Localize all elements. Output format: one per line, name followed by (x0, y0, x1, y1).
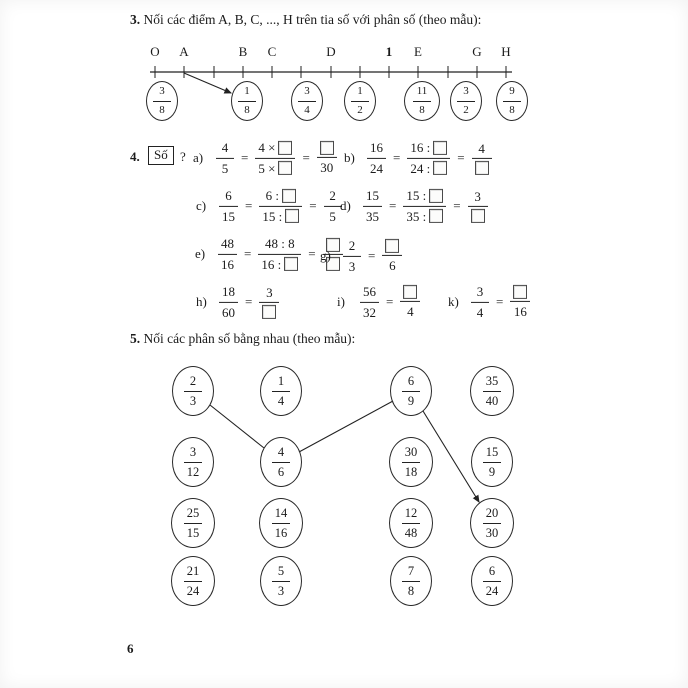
numberline-label-G: G (472, 44, 482, 59)
fraction-result: 30 (317, 141, 337, 176)
fraction-oval-11-8: $\frac{11}{8}$ (404, 81, 440, 121)
answer-box (278, 141, 292, 155)
problem4-so-box: Số (148, 146, 174, 165)
answer-box (429, 189, 443, 203)
equals-sign: = (308, 246, 316, 261)
numberline-label-E: E (414, 44, 422, 59)
fraction-oval-3-12: $\frac{3}{12}$ (172, 437, 214, 487)
fraction-result: 16 (510, 285, 530, 320)
problem3-title: Nối các điểm A, B, C, ..., H trên tia số với phân số (theo mẫu): (140, 12, 482, 27)
answer-box (284, 257, 298, 271)
numberline-label-C: C (267, 44, 277, 59)
fraction-expanded: $\frac{16 :}{24 :}$ (407, 140, 450, 176)
answer-box (262, 305, 276, 319)
fraction-expanded: $\frac{15 :}{35 :}$ (403, 188, 446, 224)
fraction-result: $\frac{2}{5}$ (324, 188, 342, 224)
numberline-label-O: O (150, 44, 160, 59)
connection-4-6-to-6-9 (299, 401, 393, 452)
equation-label: d) (340, 198, 351, 213)
fraction: $\frac{4}{5}$ (216, 140, 234, 176)
problem4-number: 4. (130, 149, 140, 164)
equation-label: h) (196, 294, 207, 309)
equation-label: k) (448, 294, 459, 309)
equation-4g (320, 238, 402, 274)
problem3-number: 3. (130, 12, 141, 27)
fraction-oval-20-30: $\frac{20}{30}$ (470, 498, 514, 548)
answer-box (282, 189, 296, 203)
equation-4d (340, 188, 488, 224)
problem4-question-mark: ? (180, 149, 186, 164)
equals-sign: = (309, 198, 317, 213)
fraction-result: 6 (382, 239, 402, 274)
answer-box (433, 161, 447, 175)
fraction-oval-4-6: $\frac{4}{6}$ (260, 437, 302, 487)
equation-label: c) (196, 198, 207, 213)
fraction-result: 4 (400, 285, 420, 320)
equation-4b (344, 140, 492, 176)
fraction: $\frac{18}{60}$ (219, 284, 238, 320)
fraction-oval-12-48: $\frac{12}{48}$ (389, 498, 433, 548)
numberline-label-A: A (179, 44, 189, 59)
numberline-label-B: B (238, 44, 248, 59)
fraction: $\frac{15}{35}$ (363, 188, 382, 224)
equals-sign: = (241, 150, 249, 165)
numberline-label-D: D (326, 44, 336, 59)
equals-sign: = (386, 294, 394, 309)
fraction-oval-21-24: $\frac{21}{24}$ (171, 556, 215, 606)
equals-sign: = (457, 150, 465, 165)
answer-box (403, 285, 417, 299)
problem5-heading (130, 331, 355, 347)
fraction-oval-25-15: $\frac{25}{15}$ (171, 498, 215, 548)
fraction-oval-9-8: $\frac{9}{8}$ (496, 81, 528, 121)
fraction-result: 3 (259, 285, 279, 320)
answer-box (471, 209, 485, 223)
equation-4c (196, 188, 342, 224)
equals-sign: = (393, 150, 401, 165)
numberline-label-1: 1 (385, 44, 393, 59)
answer-box (278, 161, 292, 175)
fraction: $\frac{48}{16}$ (218, 236, 237, 272)
fraction-oval-3-2: $\frac{3}{2}$ (450, 81, 482, 121)
equals-sign: = (453, 198, 461, 213)
connection-2-3-to-4-6 (210, 405, 264, 448)
page-number: 6 (127, 641, 134, 656)
fraction: $\frac{56}{32}$ (360, 284, 379, 320)
answer-box (320, 141, 334, 155)
equation-4a (193, 140, 337, 176)
answer-box (385, 239, 399, 253)
answer-box (475, 161, 489, 175)
answer-box (513, 285, 527, 299)
equals-sign: = (302, 150, 310, 165)
equals-sign: = (245, 294, 253, 309)
equals-sign: = (244, 246, 252, 261)
fraction-oval-6-24: $\frac{6}{24}$ (471, 556, 513, 606)
answer-box (285, 209, 299, 223)
problem5-number: 5. (130, 331, 141, 346)
fraction-oval-7-8: $\frac{7}{8}$ (390, 556, 432, 606)
fraction: $\frac{6}{15}$ (219, 188, 238, 224)
fraction-oval-6-9: $\frac{6}{9}$ (390, 366, 432, 416)
fraction-result: 4 (472, 141, 492, 176)
equation-label: i) (337, 294, 345, 309)
fraction-oval-14-16: $\frac{14}{16}$ (259, 498, 303, 548)
equals-sign: = (389, 198, 397, 213)
example-connection-A-to-1-8 (184, 73, 231, 93)
fraction-oval-3-4: $\frac{3}{4}$ (291, 81, 323, 121)
equals-sign: = (496, 294, 504, 309)
fraction-oval-3-8: $\frac{3}{8}$ (146, 81, 178, 121)
fraction-oval-1-4: $\frac{1}{4}$ (260, 366, 302, 416)
equals-sign: = (245, 198, 253, 213)
equation-label: a) (193, 150, 204, 165)
fraction-oval-1-2: $\frac{1}{2}$ (344, 81, 376, 121)
equation-4h (196, 284, 279, 320)
equals-sign: = (368, 248, 376, 263)
fraction-expanded: $\frac{48 : 8}{16 :}$ (258, 236, 301, 272)
fraction: $\frac{3}{4}$ (471, 284, 489, 320)
equation-label: e) (195, 246, 206, 261)
fraction-expanded: $\frac{6 :}{15 :}$ (259, 188, 302, 224)
fraction-result: 3 (468, 189, 488, 224)
fraction-oval-15-9: $\frac{15}{9}$ (471, 437, 513, 487)
fraction: $\frac{2}{3}$ (343, 238, 361, 274)
equation-label: g) (320, 248, 331, 263)
fraction-expanded: $\frac{4 \times}{5 \times}$ (255, 140, 295, 176)
fraction-oval-30-18: $\frac{30}{18}$ (389, 437, 433, 487)
problem3-heading (130, 12, 481, 28)
fraction: $\frac{16}{24}$ (367, 140, 386, 176)
numberline-label-H: H (501, 44, 511, 59)
answer-box (433, 141, 447, 155)
fraction-oval-1-8: $\frac{1}{8}$ (231, 81, 263, 121)
fraction-oval-2-3: $\frac{2}{3}$ (172, 366, 214, 416)
problem5-title: Nối các phân số bằng nhau (theo mẫu): (140, 331, 356, 346)
answer-box (429, 209, 443, 223)
equation-4k (448, 284, 530, 320)
fraction-oval-5-3: $\frac{5}{3}$ (260, 556, 302, 606)
fraction-oval-35-40: $\frac{35}{40}$ (470, 366, 514, 416)
equation-4i (337, 284, 420, 320)
equation-label: b) (344, 150, 355, 165)
